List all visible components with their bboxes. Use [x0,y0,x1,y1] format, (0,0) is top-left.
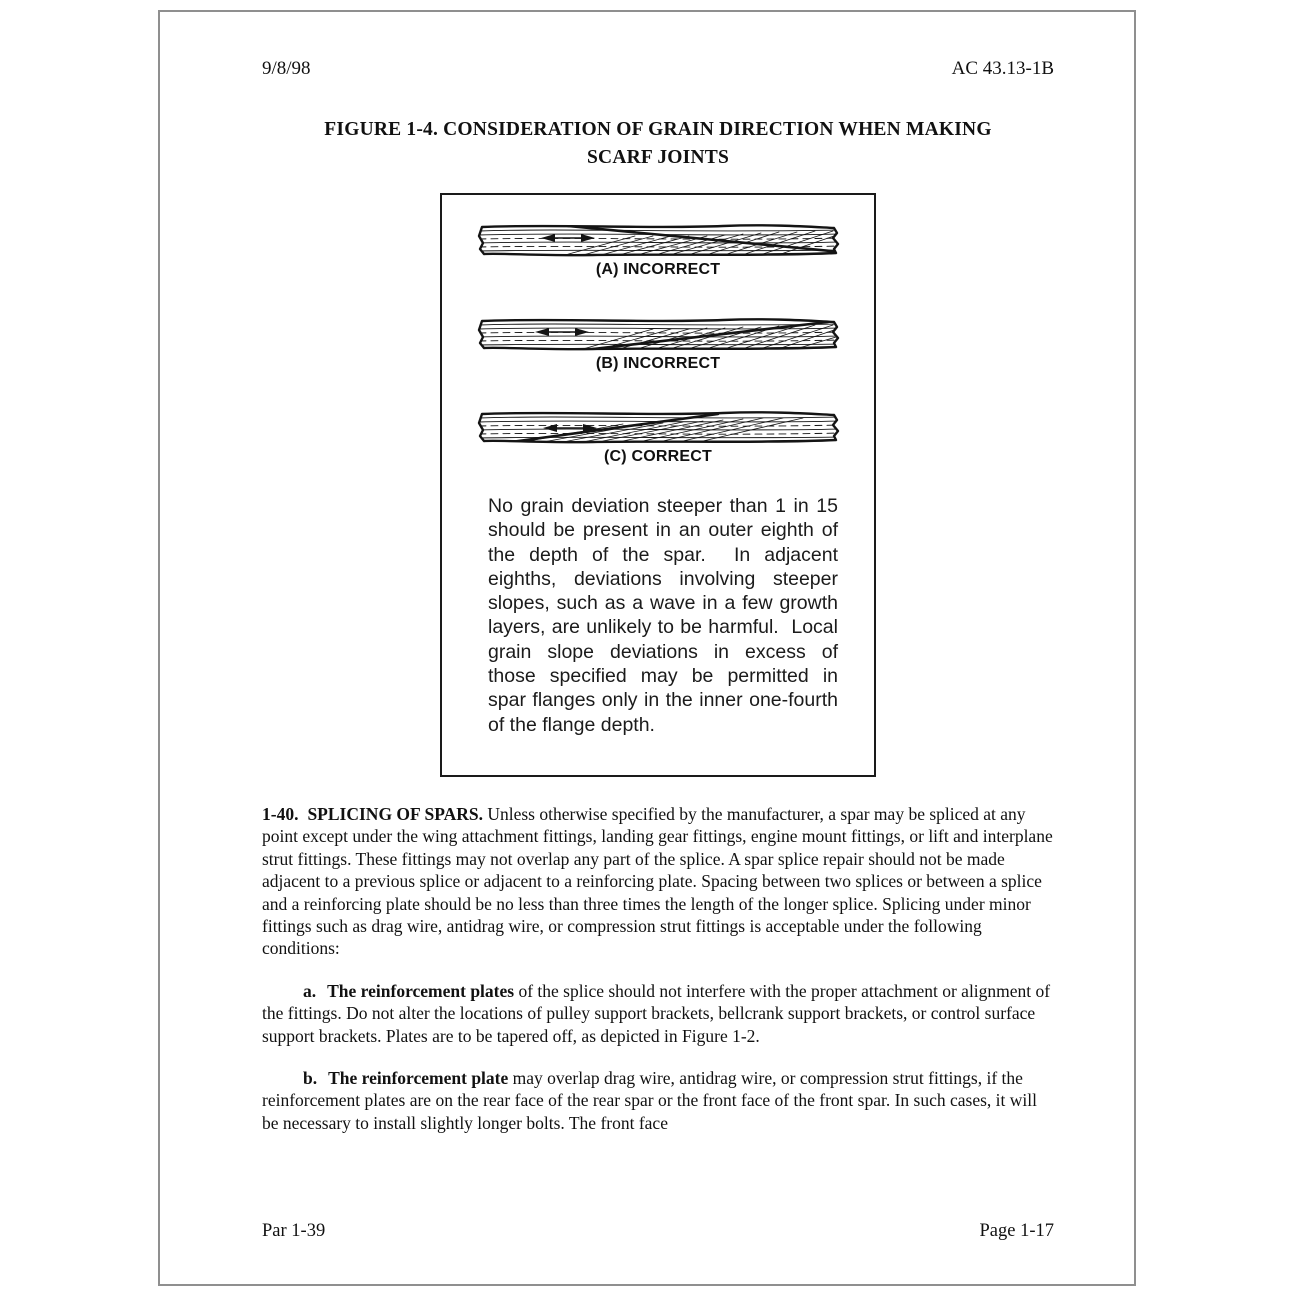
plank-illustration-c [473,408,843,446]
plank-illustration-b [473,315,843,353]
plank-illustration-a [473,221,843,259]
footer-page-number: Page 1-17 [979,1221,1054,1241]
paragraph-b-letter: b. [303,1068,318,1089]
plank-c-label: (C) CORRECT [604,448,712,465]
figure-title-line1: FIGURE 1-4. CONSIDERATION OF GRAIN DIRECTION WHEN MAKING [324,119,992,140]
document-page [158,10,1136,1286]
body-text [262,803,1054,1134]
paragraph-1-40-text: Unless otherwise specified by the manufacturer, a spar may be spliced at any point except under the wing attachment fittings, landing gear fittings, engine mount fittings, or lift and interplane strut fittings. These fittings may not overlap any part of the splice. A spar splice repair should not be made adjacent to a previous splice or adjacent to a reinforcing plate. Spacing between two splices or between a splice and a reinforcing plate should be no less than three times the length of the longer splice. Splicing under minor fittings such as drag wire, antidrag wire, or compression strut fittings is acceptable under the following conditions: [262,804,1053,959]
plank-a-label: (A) INCORRECT [595,261,721,278]
paragraph-b-heading: The reinforcement plate [328,1068,509,1089]
header-date: 9/8/98 [262,58,311,79]
paragraph-1-40 [262,803,1054,960]
figure-box [440,193,876,777]
figure-caption: No grain deviation steeper than 1 in 15 should be present in an outer eighth of the depth of the spar. In adjacent eighths, deviations involving steeper slopes, such as a wave in a few growth layers, are unlikely to be harmful. Local grain slope deviations in excess of those specified may be permitted in spar flanges only in the inner one-fourth of the flange depth. [488,495,838,736]
paragraph-1-40-heading: SPLICING OF SPARS. [307,804,483,824]
page-footer [262,1221,1054,1242]
paragraph-b-text: may overlap drag wire, antidrag wire, or compression strut fittings, if the reinforcement plates are on the rear face of the rear spar or the front face of the front spar. In such cases, it will be necessary to install slightly longer bolts. The front face [262,1068,1037,1133]
paragraph-1-40-number: 1-40. [262,804,299,824]
paragraph-b [262,1067,1054,1134]
footer-par-ref: Par 1-39 [262,1221,326,1241]
header-doc-number: AC 43.13-1B [951,58,1054,79]
figure-title-line2: SCARF JOINTS [587,147,729,168]
figure-title [262,116,1054,172]
plank-b-label: (B) INCORRECT [595,355,721,372]
paragraph-a-text: of the splice should not interfere with the proper attachment or alignment of the fittings. Do not alter the locations of pulley support brackets, bellcrank support brackets, or control surface support brackets. Plates are to be tapered off, as depicted in Figure 1-2. [262,980,1051,1046]
page-header [262,12,1054,80]
paragraph-a [262,980,1054,1047]
paragraph-a-letter: a. [303,980,317,1001]
paragraph-a-heading: The reinforcement plates [327,980,515,1001]
